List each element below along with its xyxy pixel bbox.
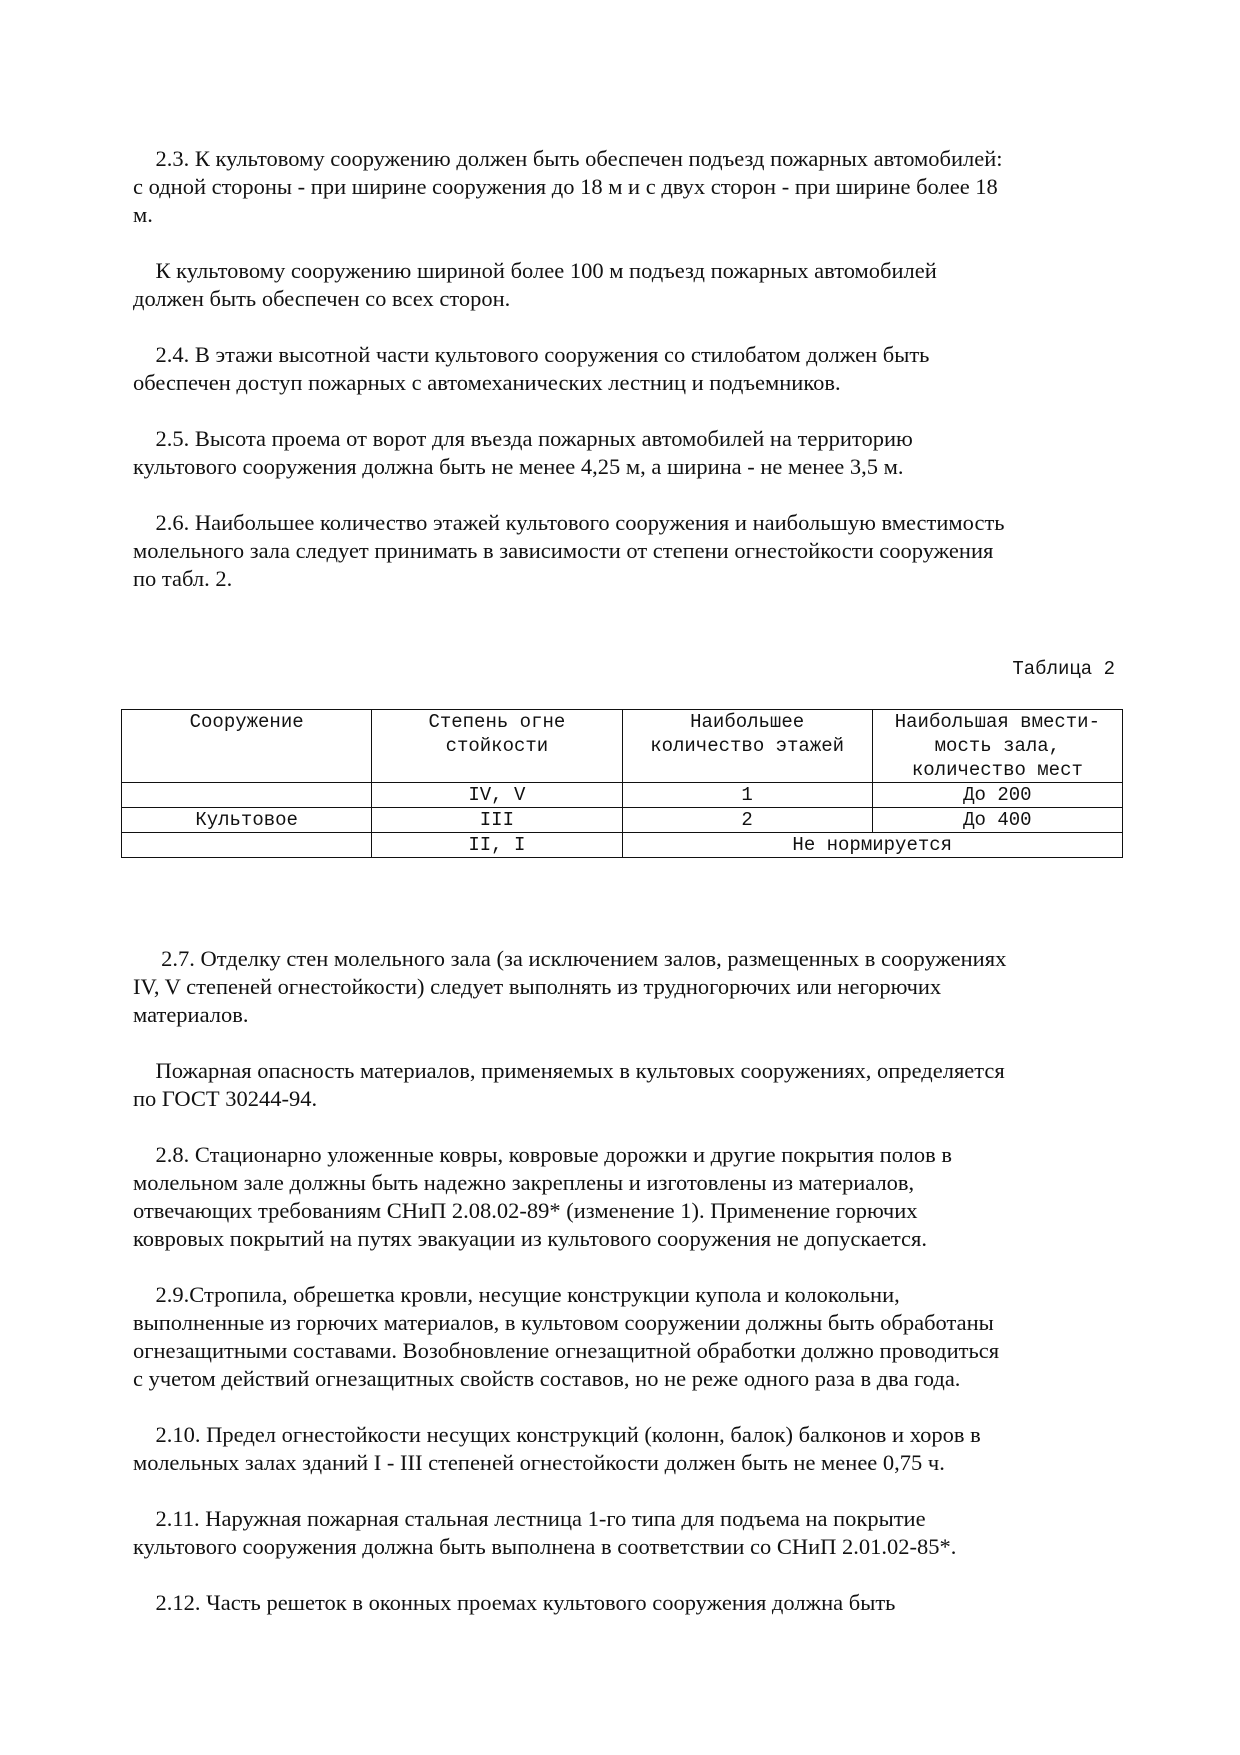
table-cell: 2 [622, 808, 872, 833]
table-row [122, 783, 1123, 808]
table-header-row [122, 710, 1123, 783]
table-header-cell: Наибольшее количество этажей [622, 710, 872, 783]
paragraph-2-3: 2.3. К культовому сооружению должен быть обеспечен подъезд пожарных автомобилей: с одной стороны - при ширине сооружения до 18 м и с двух сторон - при ширине более 18 м. [133, 146, 1003, 227]
paragraph-2-4: 2.4. В этажи высотной части культового сооружения со стилобатом должен быть обеспечен доступ пожарных с автомеханических лестниц и подъемников. [133, 342, 930, 395]
table-row [122, 808, 1123, 833]
paragraph-2-9: 2.9.Стропила, обрешетка кровли, несущие конструкции купола и колокольни, выполненные из горючих материалов, в культовом сооружении должны быть обработаны огнезащитными составами. Возобновление огнезащитной обработки должно проводиться с учетом действий огнезащитных свойств составов, но не реже одного раза в два года. [133, 1282, 1000, 1391]
table-cell [122, 783, 372, 808]
paragraph-2-7-continued: Пожарная опасность материалов, применяемых в культовых сооружениях, определяется по ГОСТ 30244-94. [133, 1058, 1005, 1111]
paragraph-2-3-continued: К культовому сооружению шириной более 100 м подъезд пожарных автомобилей должен быть обеспечен со всех сторон. [133, 258, 937, 311]
table-cell: III [372, 808, 622, 833]
table-row [122, 833, 1123, 858]
table-header-cell: Наибольшая вмести- мость зала, количество мест [872, 710, 1122, 783]
table-caption: Таблица 2 [1012, 658, 1115, 680]
paragraph-2-7: 2.7. Отделку стен молельного зала (за исключением залов, размещенных в сооружениях IV, V степеней огнестойкости) следует выполнять из трудногорючих или негорючих материалов. [133, 946, 1007, 1027]
table-header-cell: Степень огне стойкости [372, 710, 622, 783]
table-cell [122, 833, 372, 858]
paragraph-2-11: 2.11. Наружная пожарная стальная лестница 1-го типа для подъема на покрытие культового сооружения должна быть выполнена в соответствии со СНиП 2.01.02-85*. [133, 1506, 957, 1559]
fire-resistance-table [121, 709, 1123, 858]
paragraph-2-6: 2.6. Наибольшее количество этажей культового сооружения и наибольшую вместимость молельного зала следует принимать в зависимости от степени огнестойкости сооружения по табл. 2. [133, 510, 1005, 591]
table-cell: До 200 [872, 783, 1122, 808]
paragraph-2-8: 2.8. Стационарно уложенные ковры, ковровые дорожки и другие покрытия полов в молельном зале должны быть надежно закреплены и изготовлены из материалов, отвечающих требованиям СНиП 2.08.02-89* (изменение 1). Применение горючих ковровых покрытий на путях эвакуации из культового сооружения не допускается. [133, 1142, 952, 1251]
table-cell: Культовое [122, 808, 372, 833]
table-header-cell: Сооружение [122, 710, 372, 783]
paragraph-2-10: 2.10. Предел огнестойкости несущих конструкций (колонн, балок) балконов и хоров в молельных залах зданий I - III степеней огнестойкости должен быть не менее 0,75 ч. [133, 1422, 981, 1475]
table-cell: Не нормируется [622, 833, 1123, 858]
table-cell: IV, V [372, 783, 622, 808]
table-cell: II, I [372, 833, 622, 858]
table-cell: До 400 [872, 808, 1122, 833]
paragraph-2-12: 2.12. Часть решеток в оконных проемах культового сооружения должна быть [133, 1590, 896, 1615]
table-cell: 1 [622, 783, 872, 808]
paragraph-2-5: 2.5. Высота проема от ворот для въезда пожарных автомобилей на территорию культового сооружения должна быть не менее 4,25 м, а ширина - не менее 3,5 м. [133, 426, 913, 479]
